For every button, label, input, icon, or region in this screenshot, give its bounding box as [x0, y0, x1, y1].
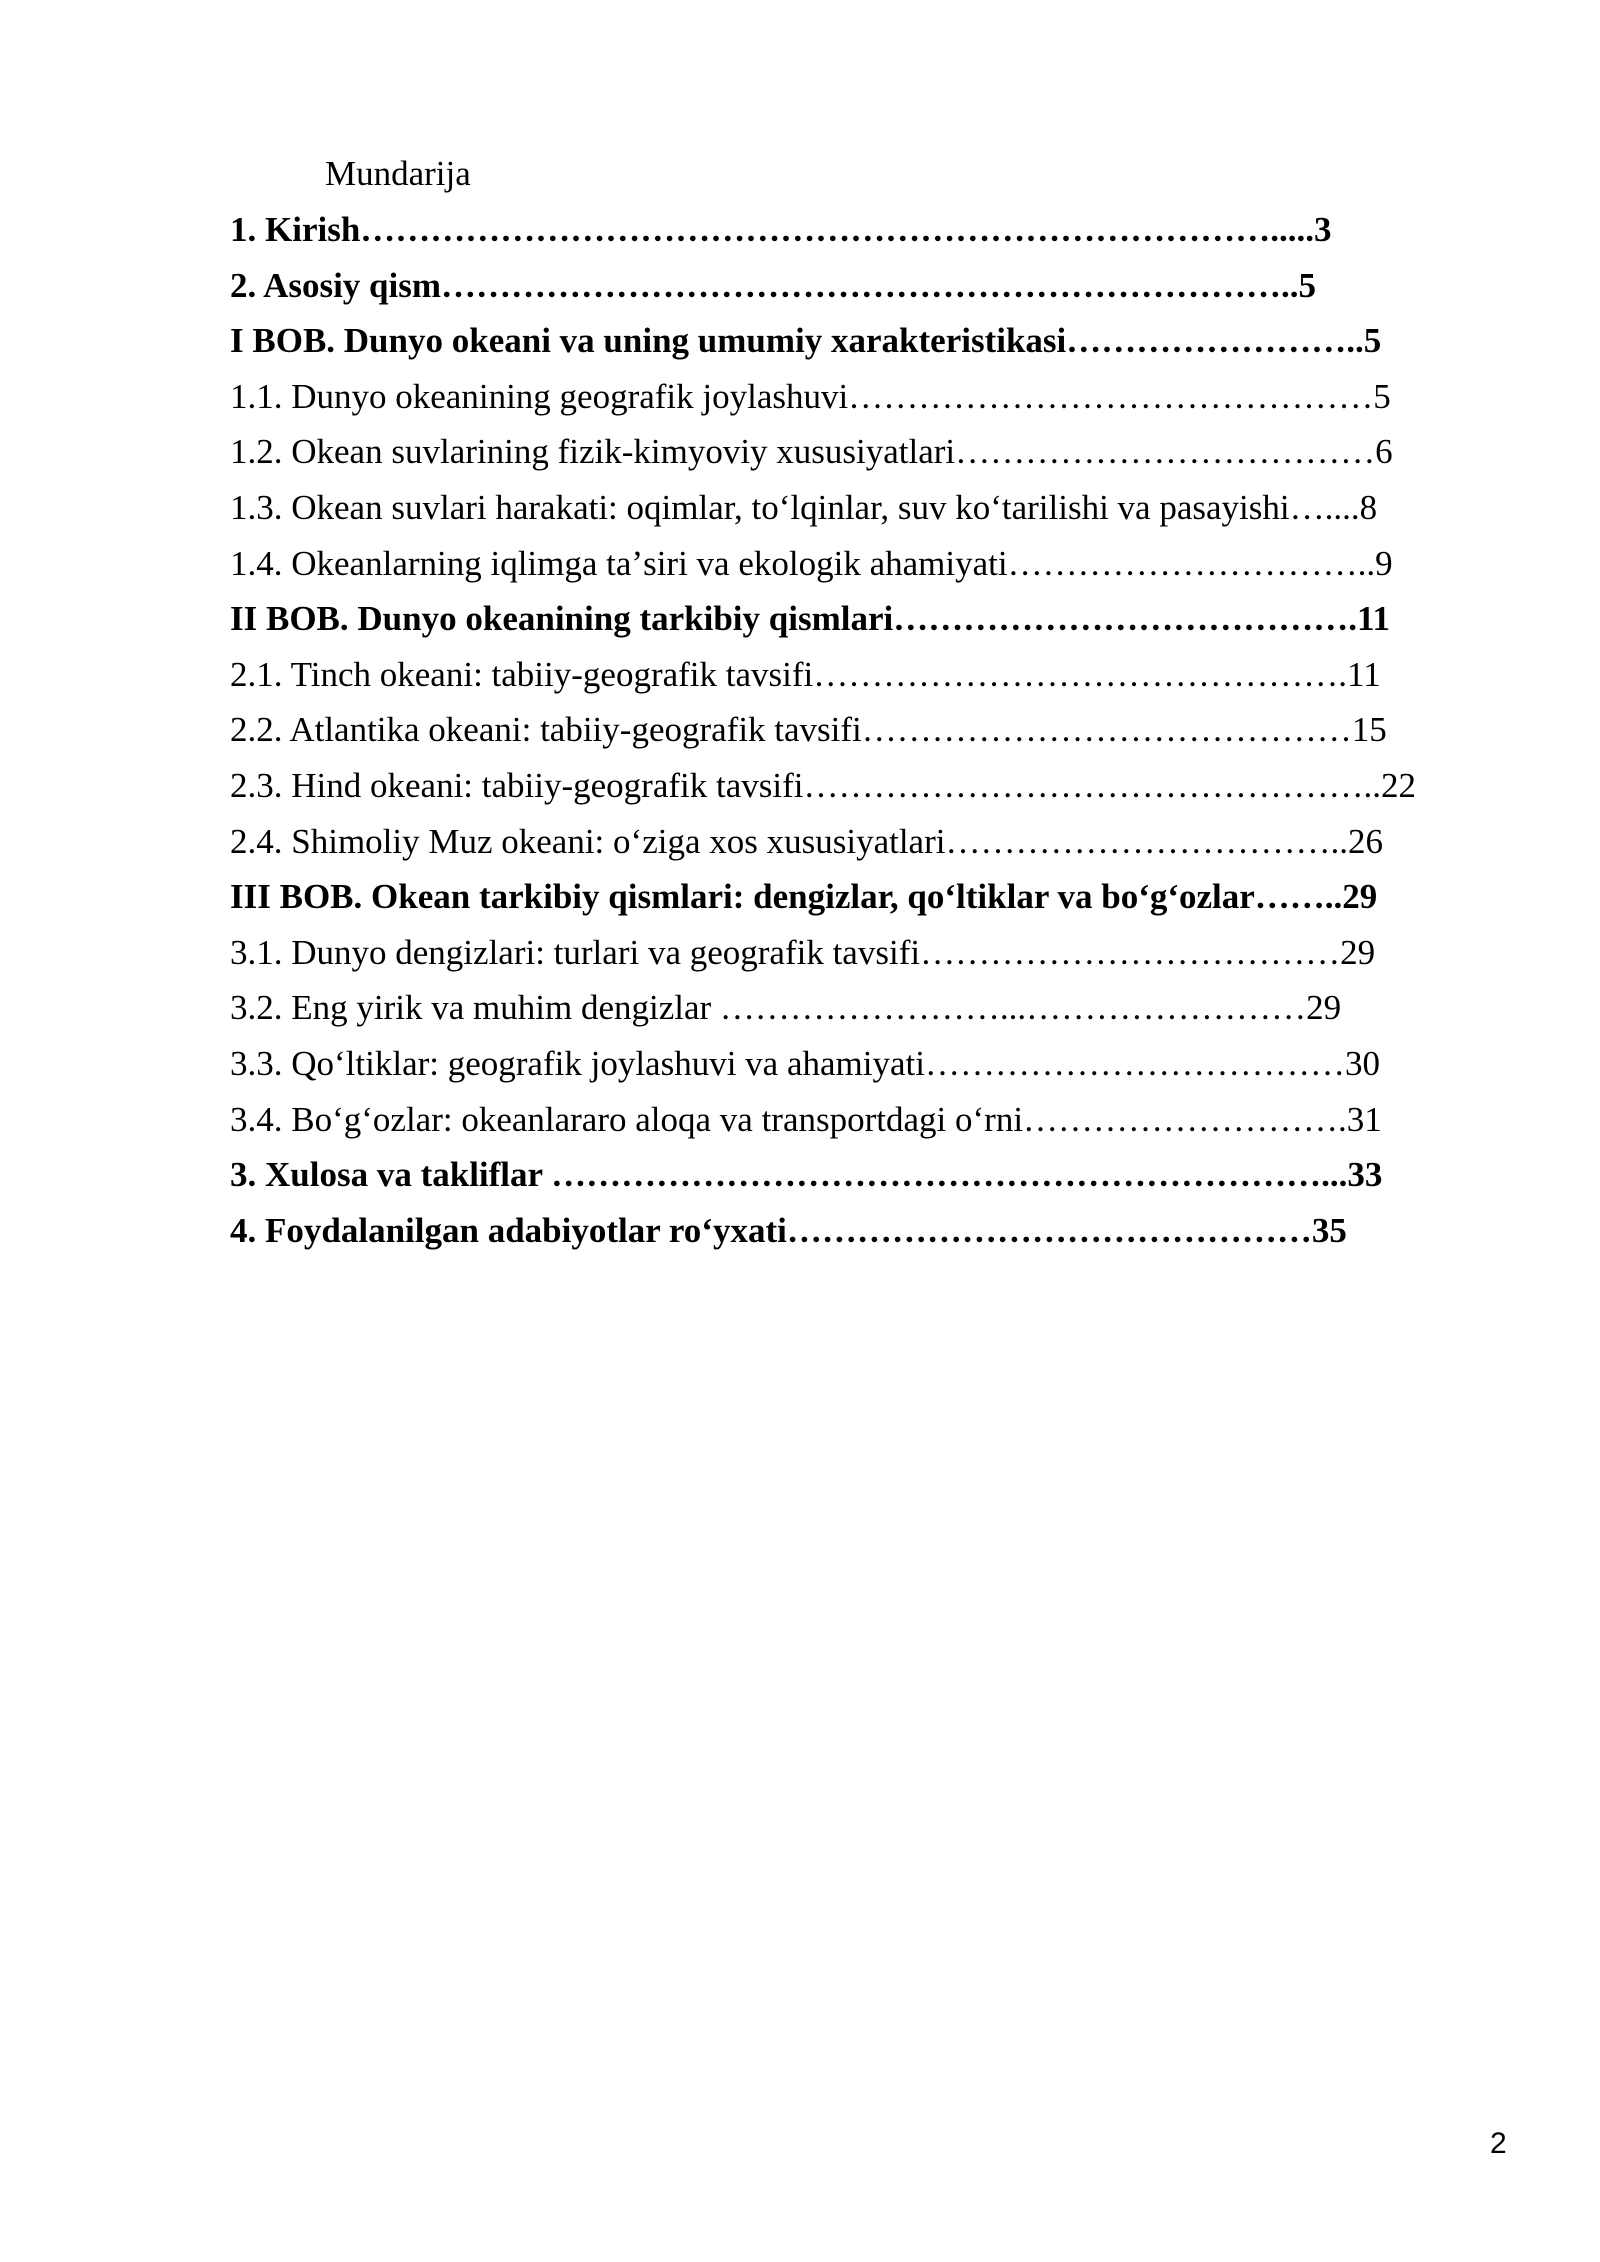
toc-entry-text: II BOB. Dunyo okeanining tarkibiy qismlari………………………………….11 — [230, 599, 1391, 639]
toc-entry-text: 1.1. Dunyo okeanining geografik joylashuvi………………………………………5 — [230, 376, 1391, 416]
page-number: 2 — [1490, 2127, 1507, 2160]
toc-entry-text: III BOB. Okean tarkibiy qismlari: dengizlar, qoʻltiklar va boʻgʻozlar……..29 — [230, 877, 1378, 917]
toc-entry-adabiyotlar — [230, 1209, 1416, 1265]
toc-entry-2-2 — [230, 708, 1416, 764]
toc-entry-text: 2.3. Hind okeani: tabiiy-geografik tavsifi…………………………………………..22 — [230, 765, 1416, 805]
toc-entry-text: 3.3. Qoʻltiklar: geografik joylashuvi va ahamiyati………………………………30 — [230, 1043, 1380, 1083]
toc-entry-chapter-2 — [230, 597, 1416, 653]
toc-entry-text: 1.3. Okean suvlari harakati: oqimlar, toʻlqinlar, suv koʻtarilishi va pasayishi…....8 — [230, 487, 1378, 527]
toc-entry-2-4 — [230, 820, 1416, 876]
toc-entry-text: 3. Xulosa va takliflar …………………………………………………………...33 — [230, 1155, 1383, 1195]
toc-entry-text: 2. Asosiy qism………………………………………………………………..5 — [230, 265, 1317, 305]
toc-entry-kirish — [230, 208, 1416, 264]
toc-entry-2-1 — [230, 653, 1416, 709]
toc-entry-chapter-3 — [230, 875, 1416, 931]
toc-entry-chapter-1 — [230, 319, 1416, 375]
toc-entry-1-3 — [230, 486, 1416, 542]
toc-entry-text: 1.2. Okean suvlarining fizik-kimyoviy xususiyatlari………………………………6 — [230, 432, 1393, 472]
toc-entry-text: 1. Kirish…………………………………………………………………….....3 — [230, 210, 1332, 249]
toc-entry-text: 2.1. Tinch okeani: tabiiy-geografik tavsifi……………………………………….11 — [230, 654, 1381, 694]
toc-entry-2-3 — [230, 764, 1416, 820]
toc-entry-text: 3.4. Boʻgʻozlar: okeanlararo aloqa va transportdagi oʻrni……………………….31 — [230, 1099, 1382, 1139]
toc-entry-1-4 — [230, 542, 1416, 598]
toc-entry-text: 2.2. Atlantika okeani: tabiiy-geografik tavsifi……………………………………15 — [230, 710, 1387, 750]
toc-list — [230, 208, 1416, 1264]
toc-entry-3-2 — [230, 986, 1416, 1042]
toc-entry-text: 1.4. Okeanlarning iqlimga taʼsiri va ekologik ahamiyati…………………………..9 — [230, 543, 1393, 583]
toc-entry-3-1 — [230, 931, 1416, 987]
toc-entry-1-2 — [230, 430, 1416, 486]
toc-entry-text: I BOB. Dunyo okeani va uning umumiy xarakteristikasi……………………..5 — [230, 321, 1382, 361]
toc-title: Mundarija — [325, 154, 471, 193]
toc-entry-xulosa — [230, 1153, 1416, 1209]
toc-entry-3-3 — [230, 1042, 1416, 1098]
toc-entry-1-1 — [230, 375, 1416, 431]
toc-entry-3-4 — [230, 1098, 1416, 1154]
toc-entry-text: 3.1. Dunyo dengizlari: turlari va geografik tavsifi………………………………29 — [230, 932, 1376, 972]
toc-entry-asosiy-qism — [230, 264, 1416, 320]
toc-entry-text: 2.4. Shimoliy Muz okeani: oʻziga xos xususiyatlari……………………………..26 — [230, 821, 1383, 861]
toc-entry-text: 3.2. Eng yirik va muhim dengizlar ……………………...……………………29 — [230, 988, 1342, 1028]
toc-entry-text: 4. Foydalanilgan adabiyotlar roʻyxati………………………………………35 — [230, 1210, 1347, 1250]
